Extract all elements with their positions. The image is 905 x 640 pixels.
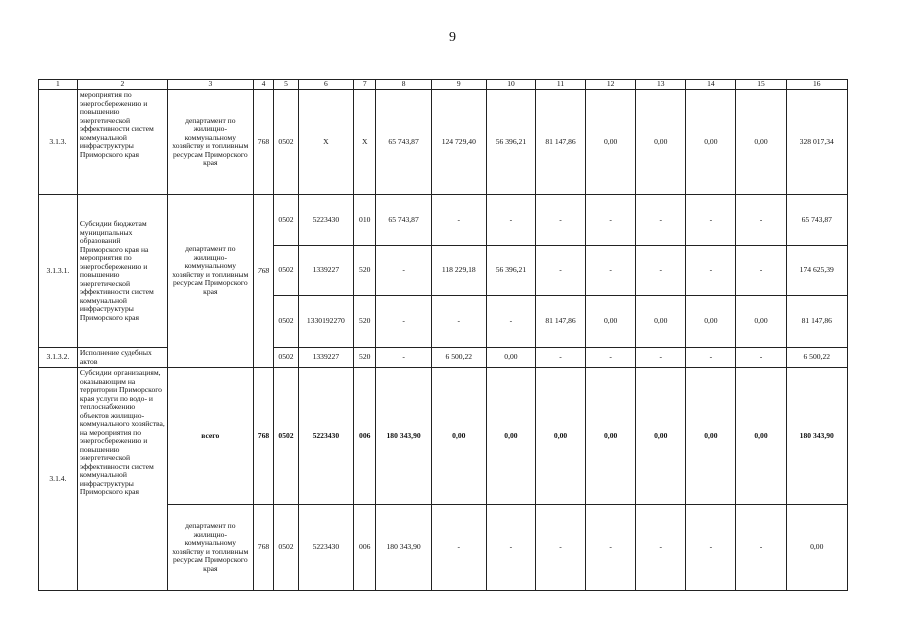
row-description: Субсидии организациям, оказывающим на территории Приморского края услуги по водо- и теплоснабжению объектов жилищно-коммунального хозяйства, на мероприятия по энергосбережению и повышению энергетической эффективности систем коммунальной инфраструктуры Приморского края — [77, 368, 167, 591]
cell-vr: 010 — [353, 195, 376, 246]
cell-value: 118 229,18 — [431, 246, 486, 296]
table-row — [39, 90, 848, 195]
cell-value: - — [535, 505, 585, 591]
column-header: 1 — [39, 80, 78, 90]
cell-total: 81 147,86 — [786, 296, 847, 348]
table-row — [39, 195, 848, 246]
cell-value: 65 743,87 — [376, 195, 431, 246]
column-header: 8 — [376, 80, 431, 90]
column-header: 13 — [636, 80, 686, 90]
cell-value: 0,00 — [686, 368, 736, 505]
cell-value: 0,00 — [636, 90, 686, 195]
column-header: 6 — [298, 80, 353, 90]
cell-value: - — [535, 195, 585, 246]
cell-value: - — [736, 505, 786, 591]
cell-value: - — [376, 348, 431, 368]
cell-csr: 1339227 — [298, 348, 353, 368]
cell-rzpr: 0502 — [274, 90, 299, 195]
cell-grbs: 768 — [253, 505, 273, 591]
cell-value: - — [686, 505, 736, 591]
cell-value: - — [686, 195, 736, 246]
row-code: 3.1.3. — [39, 90, 78, 195]
cell-grbs: 768 — [253, 195, 273, 368]
cell-value: - — [736, 246, 786, 296]
column-number-row — [39, 80, 848, 90]
cell-value: 0,00 — [486, 368, 535, 505]
cell-csr: 1339227 — [298, 246, 353, 296]
row-description: Субсидии бюджетам муниципальных образований Приморского края на мероприятия по энергосбережению и повышению энергетической эффективности систем коммунальной инфраструктуры Приморского края — [77, 195, 167, 348]
cell-value: - — [431, 195, 486, 246]
cell-value: 0,00 — [736, 368, 786, 505]
cell-total: 180 343,90 — [786, 368, 847, 505]
column-header: 7 — [353, 80, 376, 90]
cell-value: - — [431, 505, 486, 591]
cell-grbs: 768 — [253, 368, 273, 505]
column-header: 11 — [535, 80, 585, 90]
cell-value: 0,00 — [431, 368, 486, 505]
cell-rzpr: 0502 — [274, 296, 299, 348]
cell-value: - — [686, 246, 736, 296]
row-code: 3.1.4. — [39, 368, 78, 591]
row-code: 3.1.3.1. — [39, 195, 78, 348]
cell-value: - — [736, 348, 786, 368]
cell-csr: 5223430 — [298, 505, 353, 591]
cell-value: - — [431, 296, 486, 348]
column-header: 2 — [77, 80, 167, 90]
cell-rzpr: 0502 — [274, 505, 299, 591]
cell-value: - — [586, 505, 636, 591]
row-description: мероприятия по энергосбережению и повышению энергетической эффективности систем коммунальной инфраструктуры Приморского края — [77, 90, 167, 195]
cell-rzpr: 0502 — [274, 195, 299, 246]
cell-value: 0,00 — [636, 368, 686, 505]
table-row-total — [39, 368, 848, 505]
cell-total: 0,00 — [786, 505, 847, 591]
cell-vr: 006 — [353, 505, 376, 591]
cell-csr: 1330192270 — [298, 296, 353, 348]
cell-vr: 520 — [353, 296, 376, 348]
cell-value: 6 500,22 — [431, 348, 486, 368]
cell-value: 0,00 — [586, 296, 636, 348]
column-header: 5 — [274, 80, 299, 90]
cell-value: 0,00 — [636, 296, 686, 348]
cell-value: 0,00 — [686, 296, 736, 348]
cell-value: - — [376, 296, 431, 348]
cell-value: 0,00 — [586, 368, 636, 505]
cell-vr: Х — [353, 90, 376, 195]
cell-vr: 520 — [353, 246, 376, 296]
cell-value: 81 147,86 — [535, 90, 585, 195]
cell-value: - — [586, 246, 636, 296]
row-executor: всего — [167, 368, 253, 505]
cell-value: - — [636, 195, 686, 246]
cell-vr: 006 — [353, 368, 376, 505]
cell-total: 65 743,87 — [786, 195, 847, 246]
cell-value: - — [486, 195, 535, 246]
cell-value: - — [636, 246, 686, 296]
cell-value: 0,00 — [586, 90, 636, 195]
cell-rzpr: 0502 — [274, 368, 299, 505]
cell-value: - — [636, 505, 686, 591]
column-header: 4 — [253, 80, 273, 90]
row-executor: департамент по жилищно-коммунальному хозяйству и топливным ресурсам Приморского края — [167, 195, 253, 368]
cell-value: - — [686, 348, 736, 368]
cell-vr: 520 — [353, 348, 376, 368]
cell-value: - — [376, 246, 431, 296]
cell-value: - — [586, 195, 636, 246]
column-header: 16 — [786, 80, 847, 90]
cell-value: - — [636, 348, 686, 368]
cell-value: - — [535, 348, 585, 368]
cell-value: 0,00 — [486, 348, 535, 368]
cell-value: 0,00 — [686, 90, 736, 195]
cell-value: - — [586, 348, 636, 368]
budget-table — [38, 79, 848, 591]
column-header: 9 — [431, 80, 486, 90]
cell-grbs: 768 — [253, 90, 273, 195]
cell-value: 0,00 — [535, 368, 585, 505]
cell-value: - — [486, 505, 535, 591]
cell-value: 0,00 — [736, 90, 786, 195]
cell-value: 180 343,90 — [376, 505, 431, 591]
cell-value: - — [486, 296, 535, 348]
cell-value: 65 743,87 — [376, 90, 431, 195]
cell-value: 0,00 — [736, 296, 786, 348]
row-description: Исполнение судебных актов — [77, 348, 167, 368]
column-header: 12 — [586, 80, 636, 90]
cell-value: 56 396,21 — [486, 246, 535, 296]
column-header: 3 — [167, 80, 253, 90]
row-code: 3.1.3.2. — [39, 348, 78, 368]
cell-total: 328 017,34 — [786, 90, 847, 195]
cell-value: 81 147,86 — [535, 296, 585, 348]
cell-value: 180 343,90 — [376, 368, 431, 505]
table-row — [39, 348, 848, 368]
cell-value: 56 396,21 — [486, 90, 535, 195]
cell-total: 6 500,22 — [786, 348, 847, 368]
cell-rzpr: 0502 — [274, 348, 299, 368]
row-executor: департамент по жилищно-коммунальному хозяйству и топливным ресурсам Приморского края — [167, 505, 253, 591]
column-header: 14 — [686, 80, 736, 90]
page-number: 9 — [449, 30, 456, 45]
cell-value: - — [535, 246, 585, 296]
column-header: 15 — [736, 80, 786, 90]
cell-total: 174 625,39 — [786, 246, 847, 296]
cell-value: 124 729,40 — [431, 90, 486, 195]
row-executor: департамент по жилищно-коммунальному хозяйству и топливным ресурсам Приморского края — [167, 90, 253, 195]
cell-csr: 5223430 — [298, 195, 353, 246]
cell-value: - — [736, 195, 786, 246]
cell-rzpr: 0502 — [274, 246, 299, 296]
cell-csr: 5223430 — [298, 368, 353, 505]
column-header: 10 — [486, 80, 535, 90]
cell-csr: Х — [298, 90, 353, 195]
